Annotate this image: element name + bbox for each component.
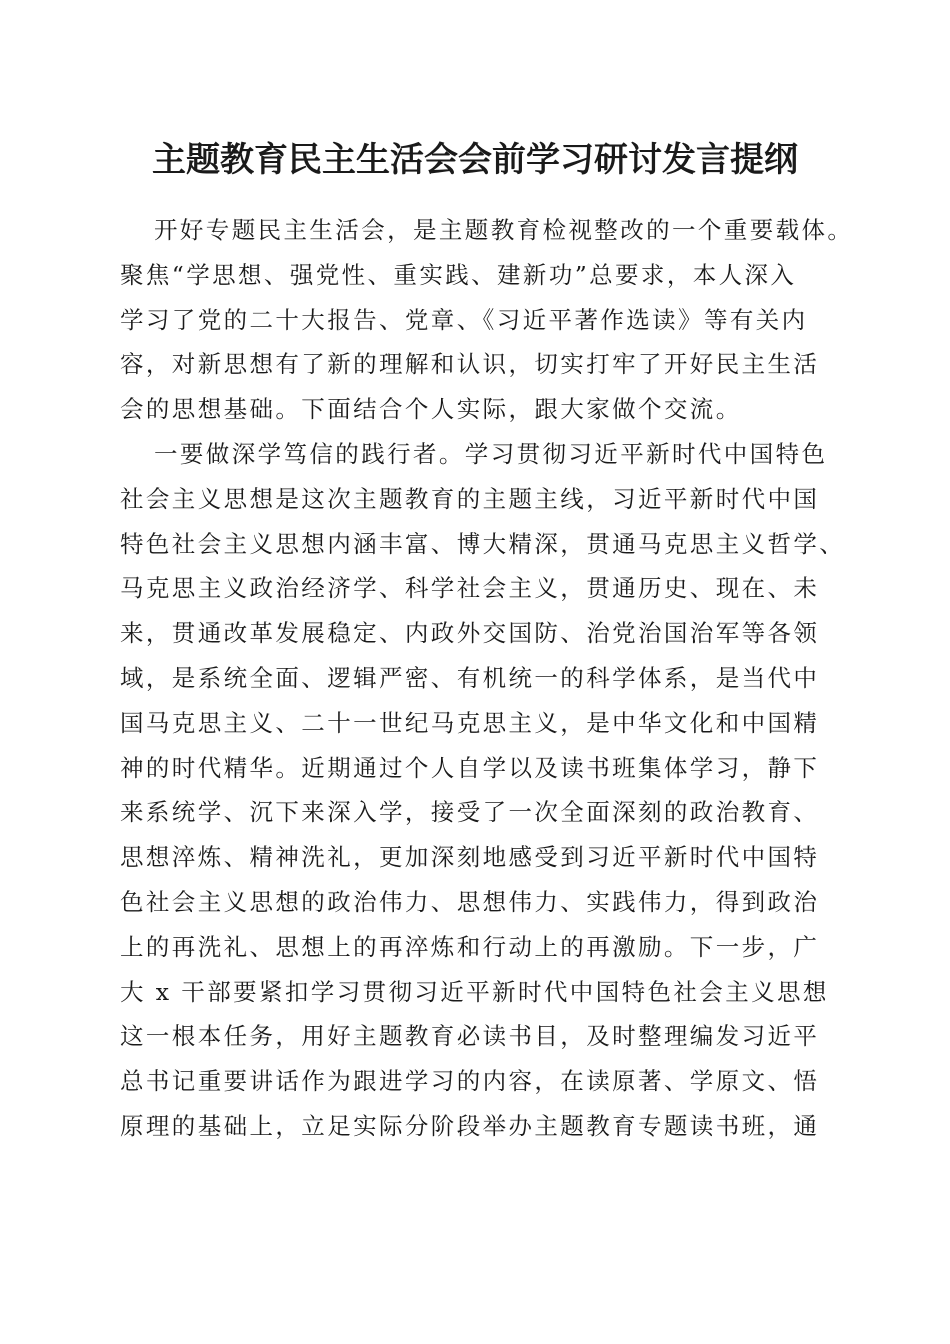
text-line: 这一根本任务，用好主题教育必读书目，及时整理编发习近平 — [120, 1022, 820, 1051]
text-line: 域，是系统全面、逻辑严密、有机统一的科学体系，是当代中 — [120, 663, 820, 692]
text-line: 来，贯通改革发展稳定、内政外交国防、治党治国治军等各领 — [120, 619, 820, 648]
text-line: 开好专题民主生活会，是主题教育检视整改的一个重要载体。 — [154, 216, 854, 244]
paragraph-point-one — [120, 432, 846, 1149]
text-line: 大 x 干部要紧扣学习贯彻习近平新时代中国特色社会主义思想 — [120, 977, 829, 1006]
text-line: 神的时代精华。近期通过个人自学以及读书班集体学习，静下 — [120, 753, 820, 782]
text-line: 容，对新思想有了新的理解和认识，切实打牢了开好民主生活 — [120, 350, 820, 379]
text-line: 国马克思主义、二十一世纪马克思主义，是中华文化和中国精 — [120, 708, 820, 737]
text-line: 上的再洗礼、思想上的再淬炼和行动上的再激励。下一步，广 — [120, 932, 820, 961]
text-line: 总书记重要讲话作为跟进学习的内容，在读原著、学原文、悟 — [120, 1067, 820, 1096]
text-line: 学习了党的二十大报告、党章、《习近平著作选读》等有关内 — [120, 305, 808, 334]
text-line: 聚焦“学思想、强党性、重实践、建新功”总要求，本人深入 — [120, 260, 797, 289]
paragraph-intro — [120, 208, 854, 432]
document-title: 主题教育民主生活会会前学习研讨发言提纲 — [152, 140, 798, 180]
text-line: 会的思想基础。下面结合个人实际，跟大家做个交流。 — [120, 395, 742, 424]
text-line: 来系统学、沉下来深入学，接受了一次全面深刻的政治教育、 — [120, 798, 820, 827]
text-line: 思想淬炼、精神洗礼，更加深刻地感受到习近平新时代中国特 — [120, 843, 820, 872]
text-line: 原理的基础上，立足实际分阶段举办主题教育专题读书班，通 — [120, 1111, 820, 1140]
document-body — [120, 208, 854, 1149]
text-line: 社会主义思想是这次主题教育的主题主线，习近平新时代中国 — [120, 484, 820, 513]
text-line: 色社会主义思想的政治伟力、思想伟力、实践伟力，得到政治 — [120, 887, 820, 916]
text-line: 一要做深学笃信的践行者。学习贯彻习近平新时代中国特色 — [154, 439, 828, 468]
text-line: 马克思主义政治经济学、科学社会主义，贯通历史、现在、未 — [120, 574, 820, 603]
text-line: 特色社会主义思想内涵丰富、博大精深，贯通马克思主义哲学、 — [120, 529, 846, 558]
